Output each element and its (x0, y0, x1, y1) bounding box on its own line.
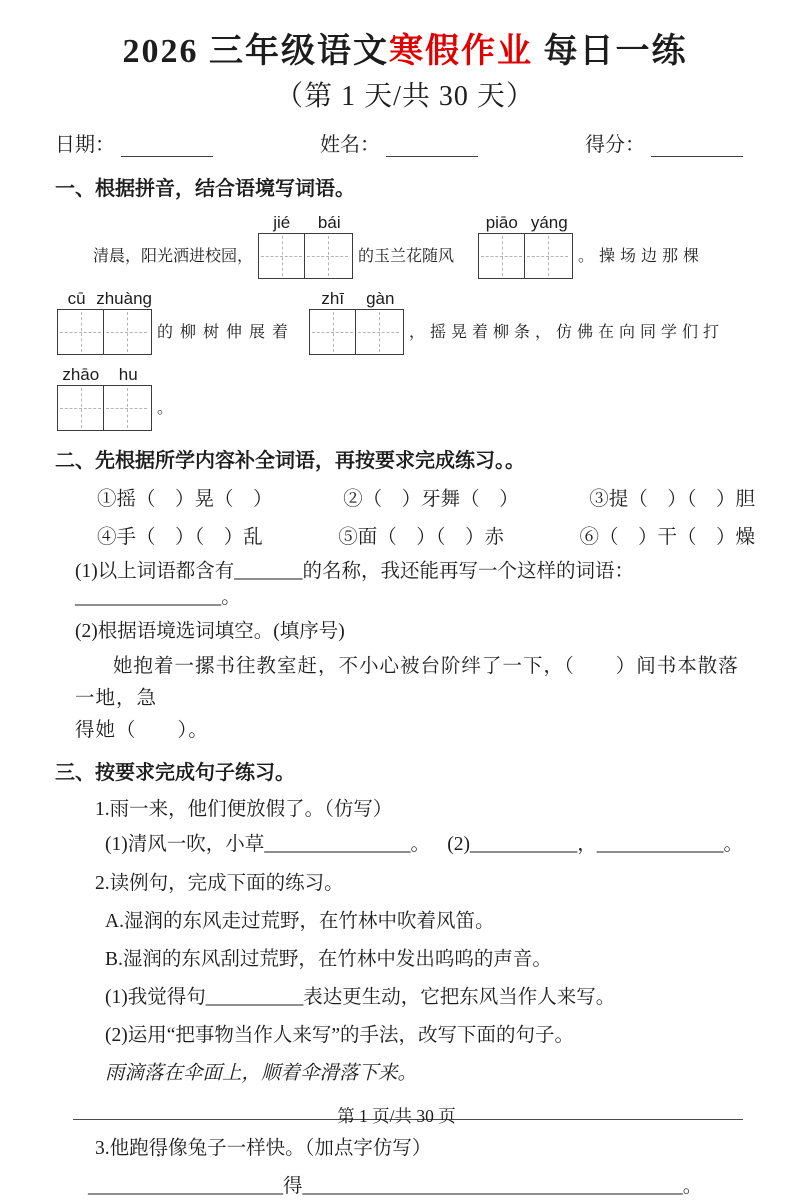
fill-blank-question: (1)以上词语都含有_______的名称，我还能再写一个这样的词语：_______________。 (75, 561, 634, 608)
pinyin-labels (478, 213, 573, 233)
pinyin-syllable: piāo (485, 213, 518, 232)
word-items-row1 (55, 487, 755, 513)
writing-cell (310, 310, 355, 354)
blank-segment: ____________________ (88, 1176, 283, 1197)
name-field (320, 128, 478, 157)
question-1-blanks (105, 832, 743, 858)
text-run: 的玉兰花随风 (358, 248, 455, 265)
mid-char: 得 (283, 1176, 303, 1197)
title-text-right: 每日一练 (533, 33, 688, 70)
section3-heading: 三、按要求完成句子练习。 (55, 762, 295, 784)
word-item: ③提（ ）（ ）胆 (589, 489, 755, 510)
text-run: 的柳树伸展着 (157, 324, 296, 341)
writing-grid (309, 309, 404, 355)
date-label: 日期： (55, 134, 115, 156)
pinyin-labels (258, 213, 353, 233)
section1-line3 (55, 365, 755, 431)
word-item: ②（ ）牙舞（ ） (343, 489, 519, 510)
pinyin-syllable: cū (67, 289, 86, 308)
pinyin-writing-box-jiebai (258, 213, 353, 279)
passage (75, 651, 755, 747)
subtitle-day-counter: （第 1 天/共 30 天） (275, 81, 535, 112)
question-3-blanks (88, 1174, 743, 1200)
pinyin-syllable: gàn (366, 289, 395, 308)
section1-line2 (55, 289, 755, 355)
writing-cell (355, 310, 401, 354)
pinyin-writing-box-zhaohu (57, 365, 152, 431)
date-field (55, 128, 213, 157)
writing-cell (479, 234, 524, 278)
word-item: ⑥（ ）干（ ）燥 (579, 527, 755, 548)
title-text-left: 2026 三年级语文 (122, 33, 389, 70)
pinyin-syllable: bái (317, 213, 341, 232)
option-b-line: B.湿润的东风刮过荒野，在竹林中发出呜呜的声音。 (105, 949, 552, 970)
question-3 (95, 1136, 755, 1162)
option-a-line: A.湿润的东风走过荒野，在竹林中吹着风笛。 (105, 911, 495, 932)
writing-grid (258, 233, 353, 279)
date-blank (121, 136, 213, 157)
word-item: ④手（ ）（ ）乱 (97, 527, 263, 548)
question-1: 1.雨一来，他们便放假了。（仿写） (95, 799, 393, 820)
writing-cell (103, 310, 149, 354)
title-highlight: 寒假作业 (389, 33, 533, 70)
passage-line: 得她（ ）。 (75, 720, 209, 741)
word-items-row2 (55, 525, 755, 551)
choose-word-question: (2)根据语境选词填空。(填序号) (75, 621, 345, 642)
question-2-sub2: (2)运用“把事物当作人来写”的手法，改写下面的句子。 (105, 1025, 575, 1046)
pinyin-labels (57, 289, 152, 309)
question-2-sub1: (1)我觉得句__________表达更生动，它把东风当作人来写。 (105, 987, 616, 1008)
pinyin-labels (309, 289, 404, 309)
pinyin-syllable: zhī (321, 289, 345, 308)
text-run: 清晨，阳光洒进校园， (93, 248, 254, 265)
writing-cell (259, 234, 304, 278)
writing-cell (524, 234, 570, 278)
writing-grid (478, 233, 573, 279)
pinyin-syllable: jié (273, 213, 291, 232)
text-run: 。 (157, 400, 174, 417)
blank-sentence: (1)清风一吹，小草_______________。 (105, 834, 430, 855)
section2-heading: 二、先根据所学内容补全词语，再按要求完成练习。。 (55, 450, 525, 472)
word-item: ①摇（ ）晃（ ） (97, 489, 273, 510)
page-footer: 第 1 页/共 30 页 (337, 1106, 456, 1126)
dotted-char: 得 (148, 1138, 169, 1159)
pinyin-syllable: yáng (530, 213, 568, 232)
example-sentence: 雨滴落在伞面上，顺着伞滑落下来。 (105, 1063, 418, 1084)
worksheet-page (0, 30, 793, 1197)
writing-grid (57, 309, 152, 355)
writing-cell (58, 386, 103, 430)
writing-cell (58, 310, 103, 354)
name-blank (386, 136, 478, 157)
passage-line: 她抱着一摞书往教室赶，不小心被台阶绊了一下，（ ）间书本散落一地，急 (75, 656, 739, 709)
pinyin-labels (57, 365, 152, 385)
section1-heading: 一、根据拼音，结合语境写词语。 (55, 178, 355, 200)
pinyin-writing-box-cuzhuang (57, 289, 152, 355)
pinyin-syllable: zhuàng (96, 289, 152, 308)
pinyin-writing-box-zhigan (309, 289, 404, 355)
word-item: ⑤面（ ）（ ）赤 (338, 527, 504, 548)
writing-grid (57, 385, 152, 431)
info-row (55, 128, 743, 157)
blank-sentence: (2)___________，_____________。 (447, 834, 743, 855)
score-field (585, 128, 743, 157)
pinyin-syllable: zhāo (62, 365, 100, 384)
score-label: 得分： (585, 134, 645, 156)
page-content (0, 30, 793, 1200)
writing-cell (304, 234, 350, 278)
name-label: 姓名： (320, 134, 380, 156)
pinyin-writing-box-piaoyang (478, 213, 573, 279)
period: 。 (682, 1176, 703, 1197)
text-run: ，摇晃着柳条，仿佛在向同学们打 (409, 324, 725, 341)
writing-cell (103, 386, 149, 430)
text-run: 3.他跑 (95, 1138, 149, 1159)
question-2: 2.读例句，完成下面的练习。 (95, 873, 344, 894)
score-blank (651, 136, 743, 157)
blank-segment: _______________________________________ (302, 1176, 683, 1197)
section1-line1 (55, 213, 755, 279)
text-run: 像兔子一样快。（加点字仿写） (168, 1138, 432, 1159)
text-run: 。操场边那棵 (578, 248, 705, 265)
pinyin-syllable: hu (118, 365, 138, 384)
page-title (55, 30, 755, 74)
